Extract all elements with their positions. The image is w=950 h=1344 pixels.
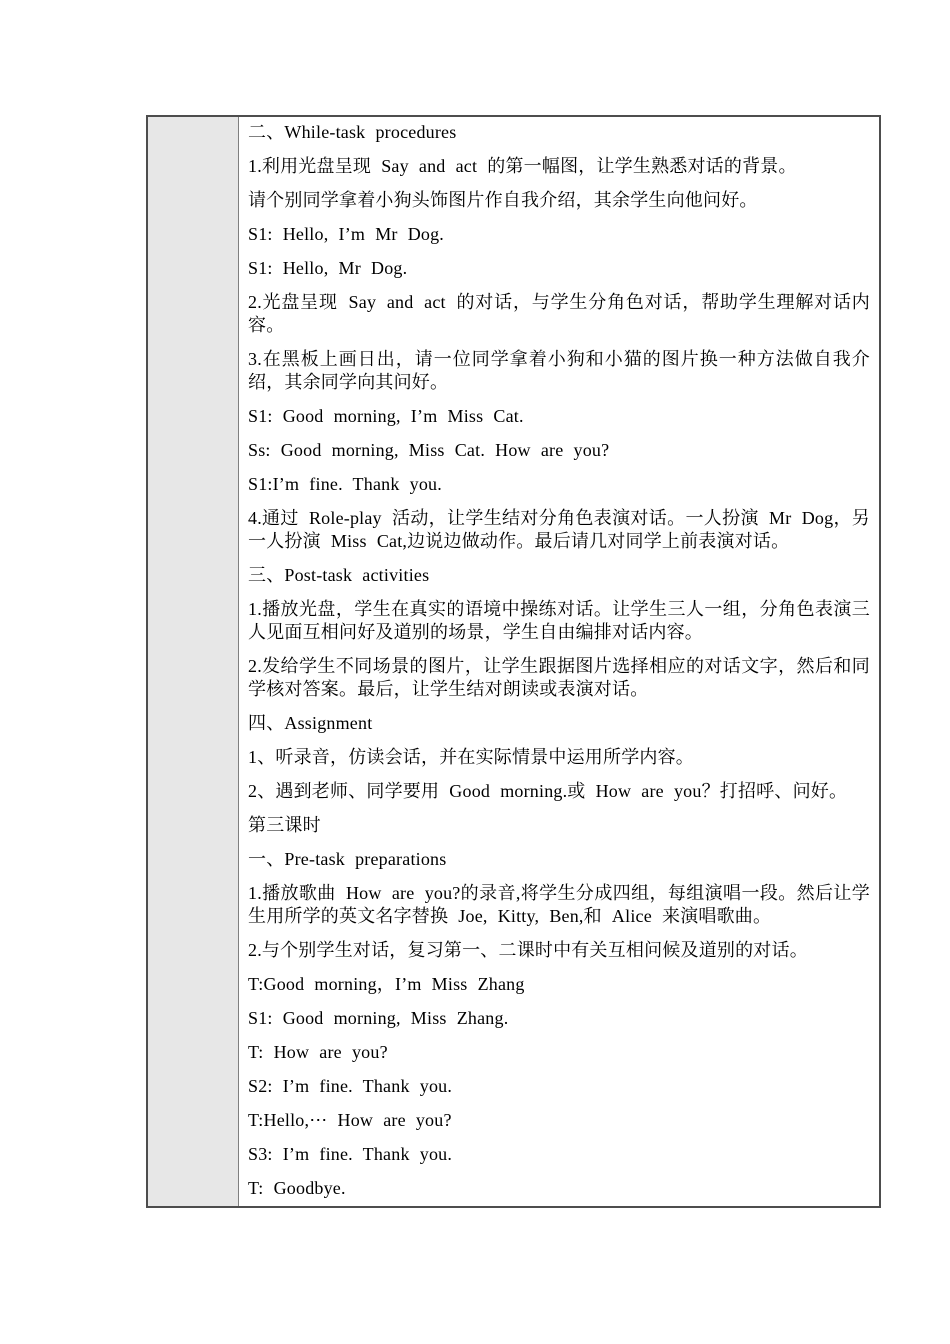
section-heading-assignment: 四、Assignment xyxy=(248,713,373,733)
paragraph: 请个别同学拿着小狗头饰图片作自我介绍，其余学生向他问好。 xyxy=(248,190,758,210)
paragraph: 1、听录音，仿读会话，并在实际情景中运用所学内容。 xyxy=(248,747,694,767)
lesson-plan-table xyxy=(146,115,881,1208)
table-left-cell xyxy=(148,117,239,1206)
dialog-line: S3: I’m fine. Thank you. xyxy=(248,1144,453,1164)
dialog-line: Ss: Good morning, Miss Cat. How are you? xyxy=(248,440,610,460)
dialog-line: S2: I’m fine. Thank you. xyxy=(248,1076,453,1096)
dialog-line: S1: Good morning, I’m Miss Cat. xyxy=(248,406,524,426)
dialog-line: S1: Hello, Mr Dog. xyxy=(248,258,408,278)
dialog-line: T:Good morning，I’m Miss Zhang xyxy=(248,974,525,994)
dialog-line: S1: Hello, I’m Mr Dog. xyxy=(248,224,444,244)
dialog-line: S1:I’m fine. Thank you. xyxy=(248,474,442,494)
section-heading-pre-task: 一、Pre-task preparations xyxy=(248,849,447,869)
section-heading-while-task: 二、While-task procedures xyxy=(248,122,457,142)
paragraph: 1.利用光盘呈现 Say and act 的第一幅图，让学生熟悉对话的背景。 xyxy=(248,156,797,176)
paragraph: 1.播放歌曲 How are you?的录音,将学生分成四组，每组演唱一段。然后让学生用所学的英文名字替换 Joe, Kitty, Ben,和 Alice 来演唱歌曲。 xyxy=(248,883,870,926)
paragraph: 4.通过 Role-play 活动，让学生结对分角色表演对话。一人扮演 Mr Dog，另一人扮演 Miss Cat,边说边做动作。最后请几对同学上前表演对话。 xyxy=(248,508,870,551)
section-heading-post-task: 三、Post-task activities xyxy=(248,565,430,585)
table-content-cell xyxy=(239,117,879,1206)
paragraph: 3.在黑板上画日出，请一位同学拿着小狗和小猫的图片换一种方法做自我介绍，其余同学向其问好。 xyxy=(248,349,870,392)
dialog-line: S1: Good morning, Miss Zhang. xyxy=(248,1008,509,1028)
paragraph: 2.发给学生不同场景的图片，让学生跟据图片选择相应的对话文字，然后和同学核对答案。最后，让学生结对朗读或表演对话。 xyxy=(248,656,870,699)
paragraph: 2.与个别学生对话，复习第一、二课时中有关互相问候及道别的对话。 xyxy=(248,940,808,960)
dialog-line: T: How are you? xyxy=(248,1042,388,1062)
paragraph: 1.播放光盘，学生在真实的语境中操练对话。让学生三人一组，分角色表演三人见面互相问好及道别的场景，学生自由编排对话内容。 xyxy=(248,599,870,642)
paragraph: 2、遇到老师、同学要用 Good morning.或 How are you？打招呼、问好。 xyxy=(248,781,848,801)
dialog-line: T:Hello,⋯ How are you? xyxy=(248,1110,452,1130)
dialog-line: T: Goodbye. xyxy=(248,1178,346,1198)
lesson-period-heading: 第三课时 xyxy=(248,815,321,835)
paragraph: 2.光盘呈现 Say and act 的对话，与学生分角色对话，帮助学生理解对话内容。 xyxy=(248,292,870,335)
